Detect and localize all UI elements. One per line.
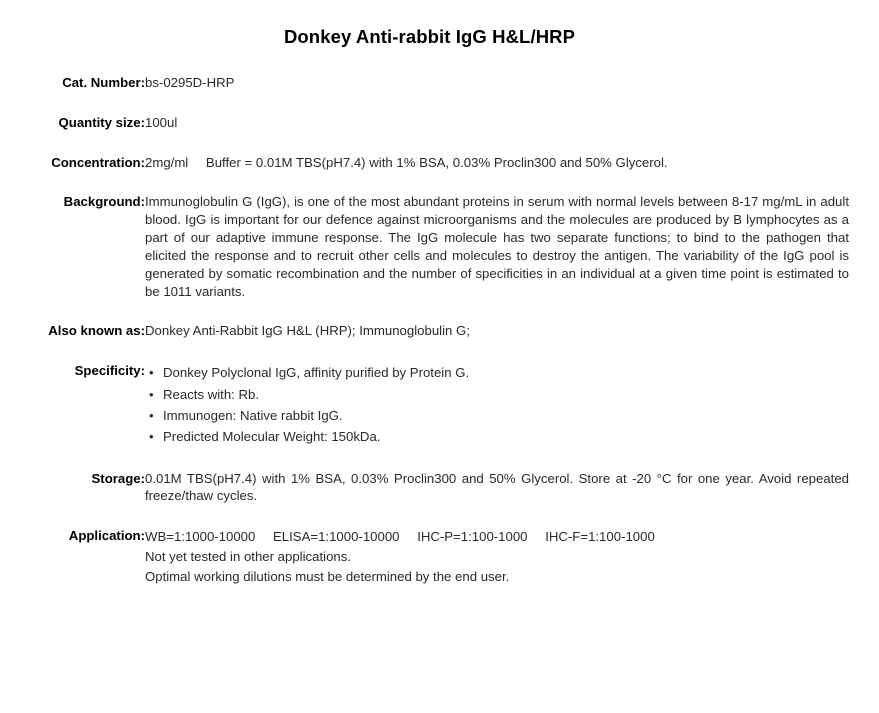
dilution-wb: WB=1:1000-10000 xyxy=(145,529,256,545)
application-value-cell xyxy=(145,527,849,609)
table-row-background xyxy=(10,193,849,322)
list-item-label: Donkey Polyclonal IgG, affinity purified by Protein G. xyxy=(163,365,470,381)
application-note-2: Optimal working dilutions must be determined by the end user. xyxy=(145,569,510,585)
specificity-list xyxy=(145,362,849,448)
bullet-icon: • xyxy=(149,407,154,423)
dilution-ihc-f: IHC-F=1:100-1000 xyxy=(545,529,655,545)
application-dilutions xyxy=(145,527,849,547)
list-item-label: Reacts with: Rb. xyxy=(163,386,260,402)
bullet-icon: • xyxy=(149,365,154,381)
bullet-icon: • xyxy=(149,386,154,402)
bullet-icon: • xyxy=(149,429,154,445)
table-row-cat-number xyxy=(10,74,849,114)
concentration-value: 2mg/ml xyxy=(145,154,189,170)
list-item xyxy=(149,362,849,383)
list-item xyxy=(149,405,849,426)
list-item-label: Predicted Molecular Weight: 150kDa. xyxy=(163,429,381,445)
storage-label: Storage: xyxy=(91,470,145,486)
background-value: Immunoglobulin G (IgG), is one of the most abundant proteins in serum with normal levels between 8-17 mg/mL in adult blood. IgG is important for our defence against microorganisms and the molecules are produced by B lymphocytes as a part of our adaptive immune response. The IgG molecule has two separate functions; to bind to the pathogen that elicited the response and to recruit other cells and molecules to destroy the antigen. The variability of the IgG pool is generated by somatic recombination and the number of specificities in an individual at a given time point is estimated to be 1011 variants. xyxy=(145,194,849,299)
cat-number-label: Cat. Number: xyxy=(62,75,145,90)
specificity-value-cell xyxy=(145,362,849,470)
list-item xyxy=(149,384,849,405)
dilution-elisa: ELISA=1:1000-10000 xyxy=(273,529,400,545)
table-row-quantity-size xyxy=(10,114,849,154)
also-known-as-value: Donkey Anti-Rabbit IgG H&L (HRP); Immunoglobulin G; xyxy=(145,323,470,339)
background-label: Background: xyxy=(63,194,145,210)
table-row-also-known-as xyxy=(10,322,849,362)
table-row-specificity xyxy=(10,362,849,470)
also-known-as-label: Also known as: xyxy=(48,323,145,339)
quantity-size-value: 100ul xyxy=(145,114,178,130)
concentration-label: Concentration: xyxy=(51,154,145,170)
storage-value: 0.01M TBS(pH7.4) with 1% BSA, 0.03% Proclin300 and 50% Glycerol. Store at -20 °C for one year. Avoid repeated freeze/thaw cycles. xyxy=(145,470,849,504)
table-row-application xyxy=(10,527,849,609)
list-item xyxy=(149,426,849,447)
application-note-1: Not yet tested in other applications. xyxy=(145,549,351,565)
cat-number-value: bs-0295D-HRP xyxy=(145,75,235,90)
table-row-concentration xyxy=(10,154,849,194)
concentration-buffer: Buffer = 0.01M TBS(pH7.4) with 1% BSA, 0.03% Proclin300 and 50% Glycerol. xyxy=(205,154,668,170)
concentration-value-cell xyxy=(145,154,849,194)
page-title: Donkey Anti-rabbit IgG H&L/HRP xyxy=(283,26,576,47)
dilution-ihc-p: IHC-P=1:100-1000 xyxy=(417,529,528,545)
quantity-size-label: Quantity size: xyxy=(58,114,145,130)
list-item-label: Immunogen: Native rabbit IgG. xyxy=(163,407,343,423)
specification-table xyxy=(10,74,849,609)
specificity-label: Specificity: xyxy=(74,363,145,379)
application-label: Application: xyxy=(68,528,145,544)
table-row-storage xyxy=(10,470,849,528)
